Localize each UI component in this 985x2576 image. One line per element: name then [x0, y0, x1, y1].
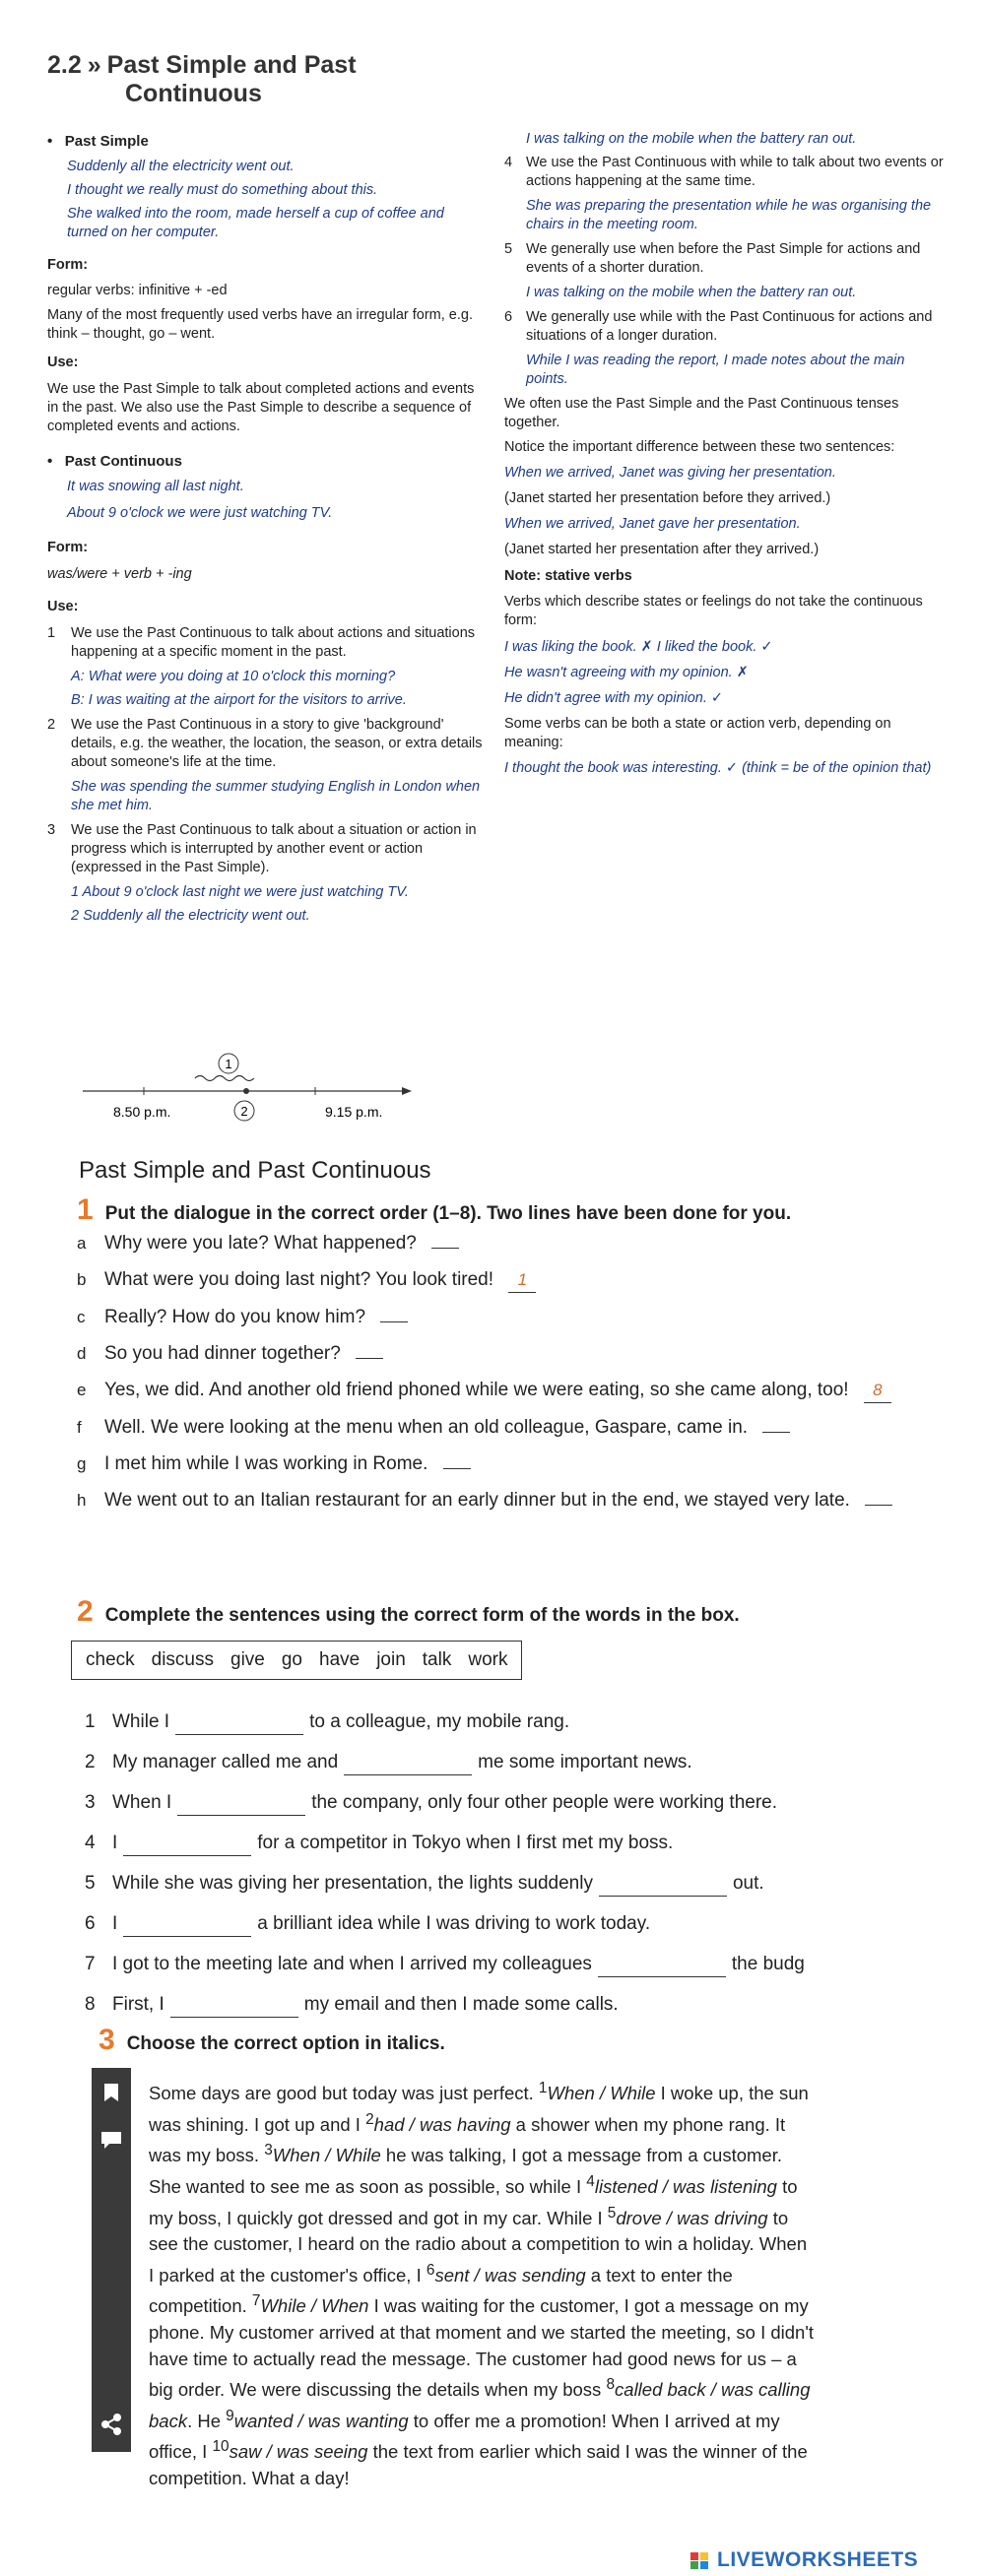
- ex1-item-letter: b: [77, 1270, 87, 1289]
- word-box: [71, 1641, 522, 1680]
- ex1-item-letter: g: [77, 1454, 87, 1473]
- ex1-header: [77, 1193, 914, 1227]
- reading-panel: [92, 2068, 827, 2489]
- form2-label: Form:: [47, 540, 89, 555]
- pc-example-1: It was snowing all last night.: [67, 479, 244, 494]
- ex2-item-number: 3: [85, 1792, 96, 1813]
- often-text: We often use the Past Simple and the Past Continuous tenses together.: [504, 396, 899, 430]
- ps-heading: • Past Simple: [47, 133, 149, 150]
- title-line1: Past Simple and Past: [106, 51, 357, 79]
- circle-1-label: 1: [225, 1057, 232, 1071]
- ex3-number: 3: [98, 2024, 115, 2056]
- ex2-item-8: [85, 1993, 952, 2018]
- liveworksheets-logo[interactable]: [690, 2548, 918, 2572]
- ex2-text-after: the budg: [731, 1954, 805, 1974]
- arrow-icon: [402, 1087, 412, 1095]
- use3-example-1: 1 About 9 o'clock last night we were just watching TV.: [71, 884, 409, 900]
- answer-blank[interactable]: [123, 1912, 251, 1937]
- ex2-item-3: [85, 1791, 952, 1816]
- word-discuss: discuss: [151, 1649, 214, 1670]
- ex1-item-d: [77, 1341, 914, 1366]
- ex1-item-text: Really? How do you know him?: [104, 1305, 408, 1329]
- reading-text: Some days are good but today was just perfect. $^1$When / While I woke up, the sun was shining. I got up and I $^2$had / was having a shower when my phone rang. It was my boss. $^3$When / While he was talking, I got a message from a customer. She wanted to see me as soon as possible, so while I $^4$listened / was listening to my boss, I quickly got dressed and got in my car. While I $^5$drove / was driving to see the customer, I heard on the radio about a competition to win a holiday. When I parked at the customer's office, I $^6$sent / was sending a text to enter the competition. $^7$While / When I was waiting for the customer, I got a message on my phone. My customer arrived at that moment and we started the meeting, so I didn't have time to actually read the message. The customer had good news for us – a big order. We were discussing the details when my boss $^8$called back / was calling back. He $^9$wanted / was wanting to offer me a promotion! When I arrived at my office, I $^{10}$saw / was seeing the text from earlier which said I was the winner of the competition. What a day!: [131, 2068, 827, 2452]
- stative-example-1: I was liking the book. ✗ I liked the book. ✓: [504, 639, 773, 655]
- answer-blank[interactable]: [123, 1832, 251, 1856]
- answer-blank[interactable]: [762, 1432, 790, 1433]
- option-1[interactable]: When / While: [547, 2083, 656, 2104]
- use4-example: She was preparing the presentation while he was organising the chairs in the meeting room.: [526, 198, 932, 232]
- use-item-5: 5 We generally use when before the Past Simple for actions and events of a shorter duration.: [504, 241, 921, 276]
- ex1-list: [77, 1231, 914, 1513]
- ex2-item-number: 5: [85, 1873, 96, 1894]
- use2-label: Use:: [47, 599, 79, 614]
- ex2-item-5: [85, 1872, 952, 1897]
- ex2-item-4: [85, 1832, 952, 1856]
- unit-title: [47, 51, 357, 108]
- ps-example-2: I thought we really must do something about this.: [67, 182, 378, 198]
- ex2-item-number: 7: [85, 1954, 96, 1974]
- answer-blank[interactable]: [177, 1791, 305, 1816]
- answer-blank[interactable]: [356, 1358, 383, 1359]
- ex3-header: [98, 2024, 445, 2057]
- use2-example: She was spending the summer studying English in London when she met him.: [71, 779, 481, 813]
- time-left: 8.50 p.m.: [113, 1104, 171, 1120]
- ex2-text-after: a brilliant idea while I was driving to work today.: [257, 1913, 651, 1934]
- ex1-item-text: What were you doing last night? You look tired! 1: [104, 1267, 536, 1293]
- option-5[interactable]: drove / was driving: [616, 2207, 768, 2228]
- bookmark-icon[interactable]: [101, 2082, 121, 2103]
- ex1-item-text: We went out to an Italian restaurant for an early dinner but in the end, we stayed very late.: [104, 1488, 892, 1513]
- section-title: Past Simple and Past Continuous: [79, 1157, 431, 1184]
- word-talk: talk: [422, 1649, 452, 1670]
- answer-blank[interactable]: 1: [508, 1267, 536, 1293]
- ex1-item-letter: c: [77, 1308, 86, 1326]
- time-right: 9.15 p.m.: [325, 1104, 383, 1120]
- note-text: Verbs which describe states or feelings do not take the continuous form:: [504, 594, 923, 628]
- ex2-text-before: I got to the meeting late and when I arrived my colleagues: [112, 1954, 592, 1974]
- option-6[interactable]: sent / was sending: [434, 2264, 586, 2286]
- ex2-number: 2: [77, 1595, 94, 1628]
- ex1-item-g: [77, 1451, 914, 1476]
- use-text: We use the Past Simple to talk about completed actions and events in the past. We also use the Past Simple to describe a sequence of completed events and actions.: [47, 381, 475, 434]
- word-go: go: [281, 1649, 302, 1670]
- contrast-example-a: When we arrived, Janet was giving her presentation.: [504, 465, 836, 481]
- use-item-1: 1 We use the Past Continuous to talk about actions and situations happening at a specific moment in the past.: [47, 625, 476, 660]
- ex2-list: [85, 1710, 952, 2018]
- answer-blank[interactable]: [599, 1872, 727, 1897]
- answer-blank[interactable]: [170, 1993, 298, 2018]
- notice-text: Notice the important difference between these two sentences:: [504, 439, 895, 455]
- ex2-text-after: my email and then I made some calls.: [303, 1994, 619, 2015]
- chevron-icon: »: [87, 51, 101, 79]
- ex2-text-before: I: [112, 1833, 118, 1853]
- ex2-text-before: While she was giving her presentation, the lights suddenly: [112, 1873, 593, 1894]
- ex2-text-before: When I: [112, 1792, 172, 1813]
- form-note: Many of the most frequently used verbs have an irregular form, e.g. think – thought, go – went.: [47, 307, 473, 342]
- ex2-header: [77, 1595, 944, 1629]
- pc-example-2: About 9 o'clock we were just watching TV.: [67, 505, 333, 521]
- word-check: check: [86, 1649, 135, 1670]
- ps-example-1: Suddenly all the electricity went out.: [67, 159, 295, 174]
- ex2-text-after: me some important news.: [478, 1752, 692, 1772]
- answer-blank[interactable]: [865, 1505, 892, 1506]
- ex1-item-letter: d: [77, 1344, 87, 1363]
- ex1-item-h: [77, 1488, 914, 1513]
- unit-number: 2.2: [47, 51, 82, 79]
- ex2-item-number: 6: [85, 1913, 96, 1934]
- ex1-item-text: Yes, we did. And another old friend phoned while we were eating, so she came along, too! 8: [104, 1378, 891, 1403]
- ex1-item-letter: f: [77, 1418, 82, 1437]
- stative-note: Some verbs can be both a state or action verb, depending on meaning:: [504, 716, 891, 750]
- liveworksheets-icon: [690, 2550, 711, 2570]
- wavy-line: [195, 1076, 254, 1081]
- option-10[interactable]: saw / was seeing: [229, 2441, 368, 2463]
- word-have: have: [319, 1649, 361, 1670]
- share-icon[interactable]: [99, 2413, 123, 2436]
- ex2-item-number: 1: [85, 1711, 96, 1732]
- ex3-instruction: Choose the correct option in italics.: [126, 2033, 445, 2054]
- brand-text: LIVEWORKSHEETS: [717, 2548, 919, 2571]
- answer-blank[interactable]: [380, 1321, 408, 1322]
- ex2-text-after: the company, only four other people were working there.: [311, 1792, 778, 1813]
- use-item-2: 2 We use the Past Continuous in a story to give 'background' details, e.g. the weather, the location, the season, or extra details about someone's life at the time.: [47, 717, 483, 770]
- stative-example-4: I thought the book was interesting. ✓ (think = be of the opinion that): [504, 760, 932, 776]
- ex2-text-before: First, I: [112, 1994, 164, 2015]
- ex1-item-letter: e: [77, 1381, 87, 1399]
- ex2-item-number: 2: [85, 1752, 96, 1772]
- timeline-diagram: [79, 1044, 433, 1123]
- circle-2-label: 2: [240, 1104, 248, 1119]
- ex2-item-number: 8: [85, 1994, 96, 2015]
- ex2-text-before: I: [112, 1913, 118, 1934]
- right-top-example: I was talking on the mobile when the battery ran out.: [526, 131, 857, 147]
- option-3[interactable]: When / While: [272, 2145, 381, 2166]
- use3-example-2: 2 Suddenly all the electricity went out.: [71, 908, 310, 924]
- answer-blank[interactable]: [443, 1468, 471, 1469]
- ex1-item-e: [77, 1378, 914, 1403]
- answer-blank[interactable]: [431, 1248, 459, 1249]
- ex1-item-text: Well. We were looking at the menu when an old colleague, Gaspare, came in.: [104, 1415, 790, 1440]
- ex2-text-before: My manager called me and: [112, 1752, 339, 1772]
- stative-example-3: He didn't agree with my opinion. ✓: [504, 690, 724, 706]
- use-label: Use:: [47, 354, 79, 370]
- ex2-text-after: to a colleague, my mobile rang.: [309, 1711, 570, 1732]
- ex1-item-b: [77, 1267, 914, 1293]
- ex2-item-1: [85, 1710, 952, 1735]
- ex1-item-text: Why were you late? What happened?: [104, 1231, 459, 1256]
- option-4[interactable]: listened / was listening: [594, 2176, 777, 2198]
- ex2-item-7: [85, 1953, 952, 1977]
- comment-icon[interactable]: [99, 2129, 123, 2151]
- ex1-instruction: Put the dialogue in the correct order (1–8). Two lines have been done for you.: [104, 1203, 792, 1224]
- ex2-instruction: Complete the sentences using the correct form of the words in the box.: [104, 1605, 740, 1626]
- ex1-item-a: [77, 1231, 914, 1256]
- answer-blank[interactable]: [175, 1710, 303, 1735]
- ex2-item-6: [85, 1912, 952, 1937]
- form-text: regular verbs: infinitive + -ed: [47, 283, 228, 298]
- contrast-note-b: (Janet started her presentation after they arrived.): [504, 542, 820, 557]
- form2-text: was/were + verb + -ing: [47, 566, 192, 582]
- ex2-item-number: 4: [85, 1833, 96, 1853]
- word-join: join: [376, 1649, 406, 1670]
- left-column: [47, 132, 483, 926]
- use-item-4: 4 We use the Past Continuous with while to talk about two events or actions happening at the same time.: [504, 155, 944, 189]
- ex2-text-after: out.: [732, 1873, 764, 1894]
- use1-dialog-b: B: I was waiting at the airport for the visitors to arrive.: [71, 692, 407, 708]
- ex1-item-c: [77, 1305, 914, 1329]
- right-column: [504, 130, 944, 778]
- stative-example-2: He wasn't agreeing with my opinion. ✗: [504, 665, 749, 680]
- use5-example: I was talking on the mobile when the battery ran out.: [526, 285, 857, 300]
- option-9[interactable]: wanted / was wanting: [233, 2410, 409, 2431]
- ex1-item-letter: a: [77, 1234, 87, 1253]
- option-8[interactable]: called back / was calling back: [149, 2379, 811, 2431]
- option-7[interactable]: While / When: [260, 2295, 369, 2317]
- exercise-2: [77, 1595, 944, 1629]
- answer-blank[interactable]: [344, 1751, 472, 1775]
- ps-example-3: She walked into the room, made herself a cup of coffee and turned on her computer.: [67, 206, 444, 240]
- use1-dialog-a: A: What were you doing at 10 o'clock this morning?: [71, 669, 396, 684]
- use-item-6: 6 We generally use while with the Past Continuous for actions and situations of a longer duration.: [504, 309, 933, 344]
- answer-blank[interactable]: 8: [864, 1378, 891, 1403]
- ex1-item-f: [77, 1415, 914, 1440]
- ex1-item-letter: h: [77, 1491, 87, 1510]
- answer-blank[interactable]: [598, 1953, 726, 1977]
- contrast-example-b: When we arrived, Janet gave her presentation.: [504, 516, 801, 532]
- ex2-text-before: While I: [112, 1711, 170, 1732]
- option-2[interactable]: had / was having: [373, 2113, 511, 2135]
- exercise-1: [77, 1193, 914, 1513]
- form-label: Form:: [47, 257, 89, 273]
- ex2-text-after: for a competitor in Tokyo when I first met my boss.: [257, 1833, 674, 1853]
- use-item-3: 3 We use the Past Continuous to talk about a situation or action in progress which is interrupted by another event or action (expressed in the Past Simple).: [47, 822, 477, 875]
- ex1-item-text: So you had dinner together?: [104, 1341, 383, 1366]
- panel-toolbar: [92, 2068, 131, 2452]
- ex1-item-text: I met him while I was working in Rome.: [104, 1451, 471, 1476]
- note-label: Note: stative verbs: [504, 568, 632, 584]
- event-point: [243, 1088, 249, 1094]
- word-give: give: [230, 1649, 265, 1670]
- ex2-item-2: [85, 1751, 952, 1775]
- title-line2: Continuous: [125, 80, 262, 107]
- contrast-note-a: (Janet started her presentation before they arrived.): [504, 490, 831, 506]
- ex1-number: 1: [77, 1193, 94, 1226]
- pc-heading: • Past Continuous: [47, 453, 182, 470]
- use6-example: While I was reading the report, I made notes about the main points.: [526, 353, 905, 387]
- word-work: work: [468, 1649, 508, 1670]
